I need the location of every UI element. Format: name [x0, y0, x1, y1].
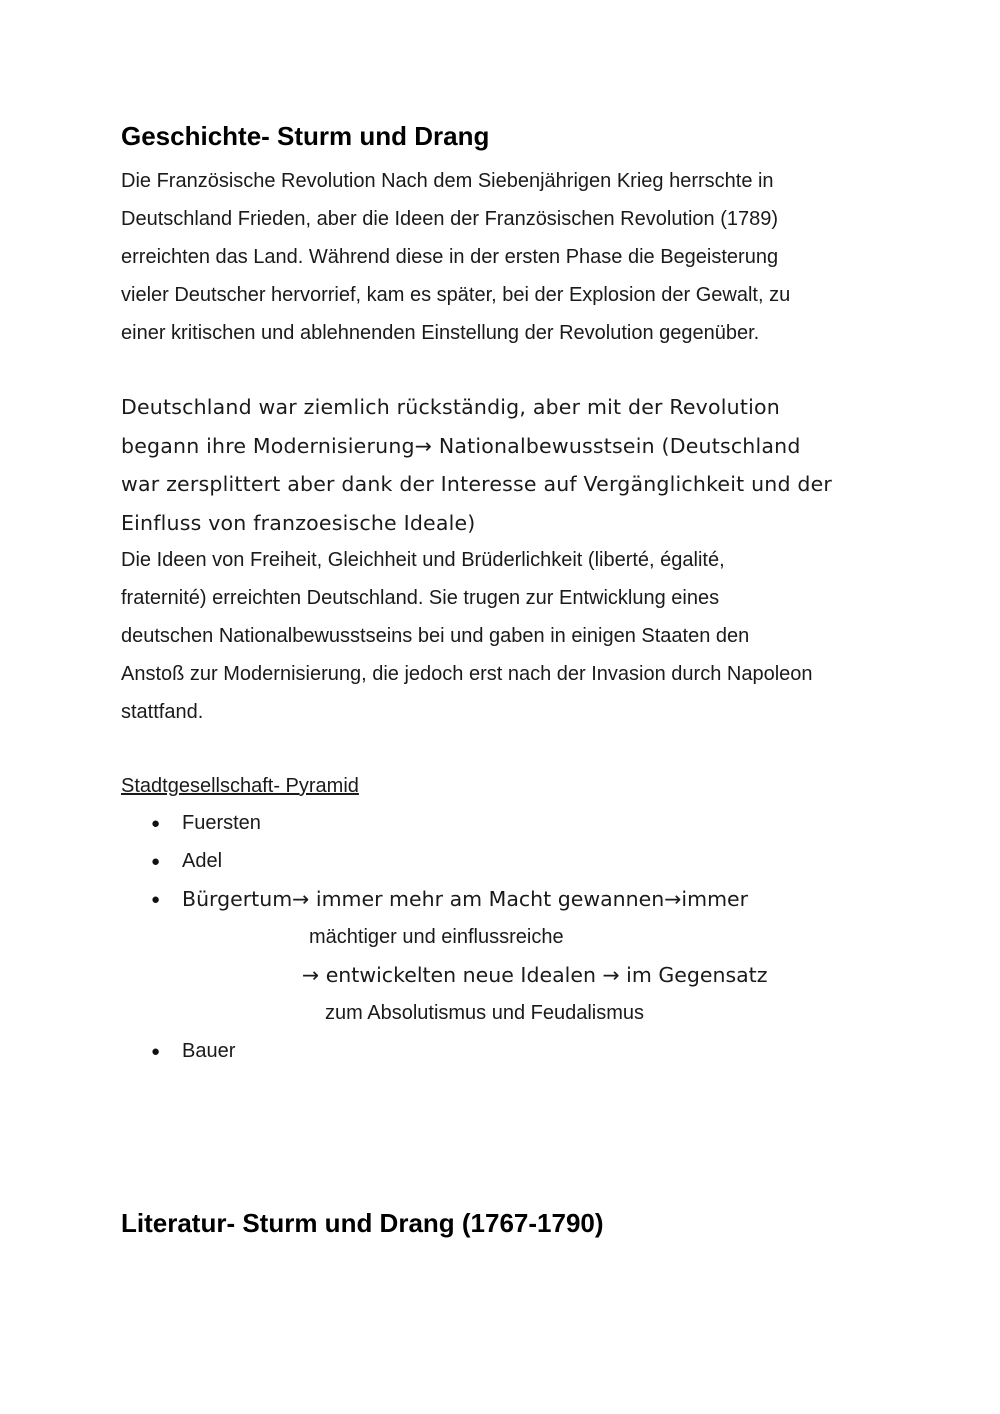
paragraph-line: fraternité) erreichten Deutschland. Sie trugen zur Entwicklung eines [121, 587, 720, 609]
list-item-bauer: Bauer [182, 1040, 236, 1062]
paragraph-line: Deutschland war ziemlich rückständig, aber mit der Revolution [121, 395, 780, 419]
paragraph-line: einer kritischen und ablehnenden Einstellung der Revolution gegenüber. [121, 322, 760, 344]
pyramid-title: Stadtgesellschaft- Pyramid [121, 775, 359, 797]
section-heading-geschichte: Geschichte- Sturm und Drang [121, 121, 490, 151]
list-item-buergertum: Bürgertum→ immer mehr am Macht gewannen→immer [182, 887, 749, 911]
list-item-buergertum-continuation: → entwickelten neue Idealen → im Gegensatz [302, 963, 768, 987]
paragraph-modernisierung [121, 388, 832, 542]
list-item-adel: Adel [182, 850, 223, 872]
bullet-icon: ● [151, 1043, 161, 1060]
paragraph-line: vieler Deutscher hervorrief, kam es später, bei der Explosion der Gewalt, zu [121, 284, 791, 306]
paragraph-line: deutschen Nationalbewusstseins bei und gaben in einigen Staaten den [121, 625, 750, 647]
section-heading-literatur: Literatur- Sturm und Drang (1767-1790) [121, 1208, 604, 1238]
bullet-icon: ● [151, 853, 161, 870]
paragraph-line: Die Ideen von Freiheit, Gleichheit und Brüderlichkeit (liberté, égalité, [121, 549, 725, 571]
paragraph-line: Deutschland Frieden, aber die Ideen der Französischen Revolution (1789) [121, 208, 779, 230]
paragraph-line: begann ihre Modernisierung→ Nationalbewusstsein (Deutschland [121, 433, 801, 458]
list-item-fuersten: Fuersten [182, 812, 261, 834]
paragraph-line: Die Französische Revolution Nach dem Siebenjährigen Krieg herrschte in [121, 170, 774, 192]
paragraph-freiheit-gleichheit [121, 541, 813, 731]
paragraph-line: war zersplittert aber dank der Interesse auf Vergänglichkeit und der [121, 472, 833, 496]
paragraph-line: Anstoß zur Modernisierung, die jedoch erst nach der Invasion durch Napoleon [121, 663, 813, 685]
paragraph-french-revolution [121, 162, 790, 352]
list-item-buergertum-continuation: mächtiger und einflussreiche [309, 926, 564, 948]
bullet-icon: ● [151, 891, 161, 908]
paragraph-line: erreichten das Land. Während diese in der ersten Phase die Begeisterung [121, 246, 779, 268]
list-item-buergertum-continuation: zum Absolutismus und Feudalismus [325, 1002, 645, 1024]
bullet-icon: ● [151, 815, 161, 832]
paragraph-line: Einfluss von franzoesische Ideale) [121, 510, 476, 535]
paragraph-line: stattfand. [121, 701, 204, 723]
